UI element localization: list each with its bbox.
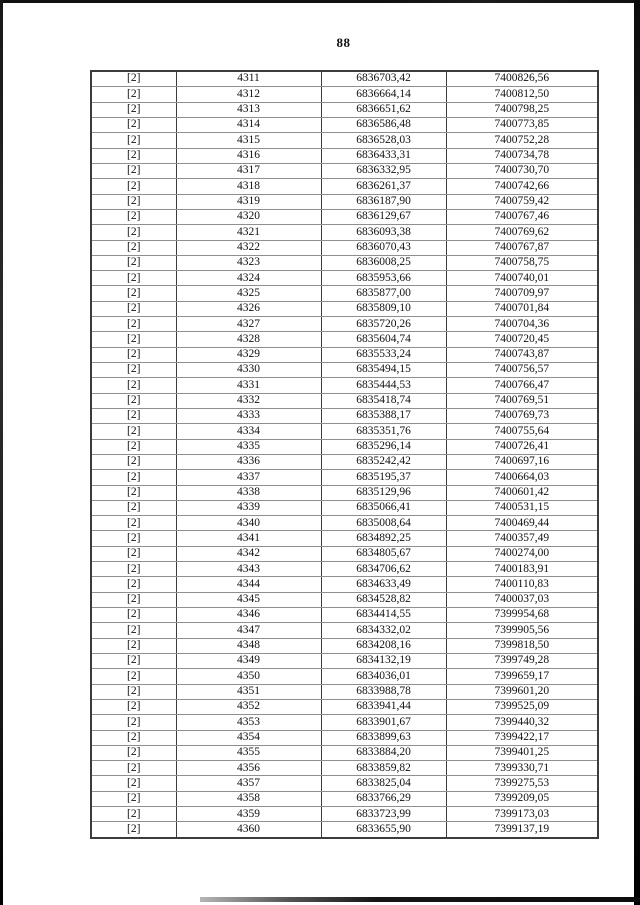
cell-point-id: 4312 <box>176 87 321 102</box>
cell-x-coordinate: 6836070,43 <box>321 240 446 255</box>
table-row <box>91 470 598 485</box>
cell-point-id: 4334 <box>176 424 321 439</box>
cell-marker: [2] <box>91 516 176 531</box>
cell-y-coordinate: 7400769,73 <box>446 408 598 423</box>
cell-x-coordinate: 6835877,00 <box>321 286 446 301</box>
cell-y-coordinate: 7400826,56 <box>446 71 598 87</box>
cell-point-id: 4335 <box>176 439 321 454</box>
cell-x-coordinate: 6834132,19 <box>321 653 446 668</box>
cell-y-coordinate: 7399137,19 <box>446 822 598 838</box>
table-row <box>91 546 598 561</box>
table-row <box>91 699 598 714</box>
cell-x-coordinate: 6833766,29 <box>321 791 446 806</box>
cell-marker: [2] <box>91 684 176 699</box>
cell-x-coordinate: 6835809,10 <box>321 301 446 316</box>
table-row <box>91 822 598 838</box>
table-row <box>91 454 598 469</box>
cell-y-coordinate: 7400798,25 <box>446 102 598 117</box>
cell-y-coordinate: 7400769,62 <box>446 225 598 240</box>
table-row <box>91 71 598 87</box>
cell-y-coordinate: 7400469,44 <box>446 516 598 531</box>
cell-y-coordinate: 7399173,03 <box>446 807 598 822</box>
cell-marker: [2] <box>91 822 176 838</box>
cell-marker: [2] <box>91 638 176 653</box>
cell-y-coordinate: 7400531,15 <box>446 500 598 515</box>
cell-x-coordinate: 6834208,16 <box>321 638 446 653</box>
cell-y-coordinate: 7400601,42 <box>446 485 598 500</box>
cell-y-coordinate: 7400752,28 <box>446 133 598 148</box>
cell-point-id: 4330 <box>176 363 321 378</box>
cell-marker: [2] <box>91 546 176 561</box>
cell-y-coordinate: 7400773,85 <box>446 118 598 133</box>
table-row <box>91 531 598 546</box>
cell-point-id: 4324 <box>176 271 321 286</box>
cell-x-coordinate: 6835533,24 <box>321 347 446 362</box>
table-row <box>91 623 598 638</box>
cell-y-coordinate: 7400697,16 <box>446 454 598 469</box>
cell-marker: [2] <box>91 791 176 806</box>
cell-x-coordinate: 6836664,14 <box>321 87 446 102</box>
cell-y-coordinate: 7400357,49 <box>446 531 598 546</box>
table-row <box>91 133 598 148</box>
cell-x-coordinate: 6835129,96 <box>321 485 446 500</box>
cell-marker: [2] <box>91 699 176 714</box>
table-row <box>91 669 598 684</box>
cell-y-coordinate: 7399330,71 <box>446 761 598 776</box>
cell-marker: [2] <box>91 118 176 133</box>
table-row <box>91 592 598 607</box>
cell-marker: [2] <box>91 240 176 255</box>
table-row <box>91 393 598 408</box>
cell-marker: [2] <box>91 653 176 668</box>
cell-x-coordinate: 6834414,55 <box>321 608 446 623</box>
cell-y-coordinate: 7400769,51 <box>446 393 598 408</box>
cell-point-id: 4322 <box>176 240 321 255</box>
scan-edge-top <box>0 0 640 3</box>
table-row <box>91 408 598 423</box>
cell-marker: [2] <box>91 209 176 224</box>
cell-x-coordinate: 6835604,74 <box>321 332 446 347</box>
cell-point-id: 4357 <box>176 776 321 791</box>
cell-marker: [2] <box>91 133 176 148</box>
cell-marker: [2] <box>91 470 176 485</box>
cell-marker: [2] <box>91 179 176 194</box>
coordinates-table <box>90 70 599 839</box>
table-row <box>91 271 598 286</box>
cell-point-id: 4313 <box>176 102 321 117</box>
table-row <box>91 562 598 577</box>
table-row <box>91 761 598 776</box>
cell-x-coordinate: 6833723,99 <box>321 807 446 822</box>
cell-marker: [2] <box>91 592 176 607</box>
cell-y-coordinate: 7400812,50 <box>446 87 598 102</box>
cell-marker: [2] <box>91 255 176 270</box>
cell-point-id: 4338 <box>176 485 321 500</box>
table-row <box>91 286 598 301</box>
cell-x-coordinate: 6835296,14 <box>321 439 446 454</box>
cell-y-coordinate: 7400734,78 <box>446 148 598 163</box>
table-row <box>91 378 598 393</box>
cell-y-coordinate: 7399749,28 <box>446 653 598 668</box>
cell-point-id: 4356 <box>176 761 321 776</box>
table-row <box>91 684 598 699</box>
cell-marker: [2] <box>91 776 176 791</box>
table-row <box>91 347 598 362</box>
cell-marker: [2] <box>91 194 176 209</box>
cell-y-coordinate: 7400110,83 <box>446 577 598 592</box>
cell-point-id: 4325 <box>176 286 321 301</box>
table-row <box>91 638 598 653</box>
cell-marker: [2] <box>91 745 176 760</box>
cell-marker: [2] <box>91 163 176 178</box>
cell-marker: [2] <box>91 301 176 316</box>
table-row <box>91 163 598 178</box>
table-row <box>91 148 598 163</box>
cell-point-id: 4343 <box>176 562 321 577</box>
cell-point-id: 4328 <box>176 332 321 347</box>
table-row <box>91 577 598 592</box>
cell-point-id: 4352 <box>176 699 321 714</box>
cell-point-id: 4315 <box>176 133 321 148</box>
cell-point-id: 4346 <box>176 608 321 623</box>
cell-y-coordinate: 7399659,17 <box>446 669 598 684</box>
table-row <box>91 179 598 194</box>
cell-point-id: 4345 <box>176 592 321 607</box>
table-row <box>91 516 598 531</box>
cell-x-coordinate: 6835195,37 <box>321 470 446 485</box>
cell-y-coordinate: 7399440,32 <box>446 715 598 730</box>
cell-marker: [2] <box>91 715 176 730</box>
cell-marker: [2] <box>91 393 176 408</box>
cell-y-coordinate: 7399601,20 <box>446 684 598 699</box>
cell-point-id: 4349 <box>176 653 321 668</box>
cell-y-coordinate: 7400756,57 <box>446 363 598 378</box>
cell-x-coordinate: 6833988,78 <box>321 684 446 699</box>
cell-marker: [2] <box>91 148 176 163</box>
cell-marker: [2] <box>91 577 176 592</box>
cell-point-id: 4318 <box>176 179 321 194</box>
cell-point-id: 4342 <box>176 546 321 561</box>
table-row <box>91 209 598 224</box>
cell-y-coordinate: 7400720,45 <box>446 332 598 347</box>
cell-marker: [2] <box>91 608 176 623</box>
cell-point-id: 4340 <box>176 516 321 531</box>
cell-point-id: 4355 <box>176 745 321 760</box>
cell-point-id: 4331 <box>176 378 321 393</box>
cell-y-coordinate: 7400730,70 <box>446 163 598 178</box>
cell-point-id: 4333 <box>176 408 321 423</box>
cell-x-coordinate: 6835351,76 <box>321 424 446 439</box>
cell-marker: [2] <box>91 363 176 378</box>
cell-x-coordinate: 6834805,67 <box>321 546 446 561</box>
table-row <box>91 485 598 500</box>
cell-y-coordinate: 7400767,46 <box>446 209 598 224</box>
table-row <box>91 653 598 668</box>
cell-x-coordinate: 6836332,95 <box>321 163 446 178</box>
cell-point-id: 4348 <box>176 638 321 653</box>
cell-point-id: 4347 <box>176 623 321 638</box>
cell-marker: [2] <box>91 424 176 439</box>
cell-x-coordinate: 6836129,67 <box>321 209 446 224</box>
cell-x-coordinate: 6836187,90 <box>321 194 446 209</box>
cell-x-coordinate: 6834892,25 <box>321 531 446 546</box>
cell-marker: [2] <box>91 408 176 423</box>
cell-point-id: 4321 <box>176 225 321 240</box>
scan-edge-left <box>0 0 3 905</box>
table-row <box>91 500 598 515</box>
cell-x-coordinate: 6835494,15 <box>321 363 446 378</box>
cell-y-coordinate: 7400037,03 <box>446 592 598 607</box>
cell-x-coordinate: 6835444,53 <box>321 378 446 393</box>
cell-x-coordinate: 6834633,49 <box>321 577 446 592</box>
cell-point-id: 4351 <box>176 684 321 699</box>
coordinates-table-body <box>91 71 598 838</box>
page-number: 88 <box>336 35 351 50</box>
cell-x-coordinate: 6835418,74 <box>321 393 446 408</box>
cell-point-id: 4326 <box>176 301 321 316</box>
cell-point-id: 4319 <box>176 194 321 209</box>
cell-y-coordinate: 7400274,00 <box>446 546 598 561</box>
cell-y-coordinate: 7400758,75 <box>446 255 598 270</box>
cell-y-coordinate: 7399401,25 <box>446 745 598 760</box>
cell-marker: [2] <box>91 623 176 638</box>
cell-y-coordinate: 7399954,68 <box>446 608 598 623</box>
cell-y-coordinate: 7400759,42 <box>446 194 598 209</box>
cell-marker: [2] <box>91 87 176 102</box>
cell-x-coordinate: 6836261,37 <box>321 179 446 194</box>
cell-y-coordinate: 7400664,03 <box>446 470 598 485</box>
cell-point-id: 4353 <box>176 715 321 730</box>
cell-x-coordinate: 6833941,44 <box>321 699 446 714</box>
table-row <box>91 424 598 439</box>
cell-point-id: 4323 <box>176 255 321 270</box>
table-row <box>91 332 598 347</box>
cell-marker: [2] <box>91 102 176 117</box>
cell-marker: [2] <box>91 225 176 240</box>
cell-x-coordinate: 6834332,02 <box>321 623 446 638</box>
cell-x-coordinate: 6836703,42 <box>321 71 446 87</box>
table-row <box>91 301 598 316</box>
cell-point-id: 4358 <box>176 791 321 806</box>
cell-marker: [2] <box>91 332 176 347</box>
cell-marker: [2] <box>91 271 176 286</box>
cell-x-coordinate: 6833901,67 <box>321 715 446 730</box>
cell-marker: [2] <box>91 761 176 776</box>
cell-point-id: 4311 <box>176 71 321 87</box>
cell-marker: [2] <box>91 286 176 301</box>
cell-marker: [2] <box>91 317 176 332</box>
cell-point-id: 4327 <box>176 317 321 332</box>
cell-marker: [2] <box>91 531 176 546</box>
table-row <box>91 87 598 102</box>
cell-x-coordinate: 6835242,42 <box>321 454 446 469</box>
cell-x-coordinate: 6833825,04 <box>321 776 446 791</box>
cell-point-id: 4359 <box>176 807 321 822</box>
scan-edge-bottom <box>200 897 640 902</box>
cell-point-id: 4350 <box>176 669 321 684</box>
cell-x-coordinate: 6835388,17 <box>321 408 446 423</box>
table-row <box>91 317 598 332</box>
cell-y-coordinate: 7399275,53 <box>446 776 598 791</box>
table-row <box>91 194 598 209</box>
table-row <box>91 102 598 117</box>
table-row <box>91 118 598 133</box>
cell-marker: [2] <box>91 730 176 745</box>
cell-x-coordinate: 6836586,48 <box>321 118 446 133</box>
cell-point-id: 4354 <box>176 730 321 745</box>
cell-y-coordinate: 7399818,50 <box>446 638 598 653</box>
cell-point-id: 4337 <box>176 470 321 485</box>
cell-marker: [2] <box>91 454 176 469</box>
cell-point-id: 4339 <box>176 500 321 515</box>
cell-y-coordinate: 7399422,17 <box>446 730 598 745</box>
cell-point-id: 4329 <box>176 347 321 362</box>
table-row <box>91 776 598 791</box>
cell-x-coordinate: 6834528,82 <box>321 592 446 607</box>
cell-y-coordinate: 7400755,64 <box>446 424 598 439</box>
cell-x-coordinate: 6836433,31 <box>321 148 446 163</box>
cell-point-id: 4314 <box>176 118 321 133</box>
table-row <box>91 807 598 822</box>
cell-marker: [2] <box>91 807 176 822</box>
cell-point-id: 4341 <box>176 531 321 546</box>
cell-y-coordinate: 7400742,66 <box>446 179 598 194</box>
cell-point-id: 4360 <box>176 822 321 838</box>
cell-x-coordinate: 6833655,90 <box>321 822 446 838</box>
cell-x-coordinate: 6833859,82 <box>321 761 446 776</box>
cell-y-coordinate: 7399209,05 <box>446 791 598 806</box>
cell-y-coordinate: 7400767,87 <box>446 240 598 255</box>
cell-marker: [2] <box>91 485 176 500</box>
cell-x-coordinate: 6836528,03 <box>321 133 446 148</box>
cell-point-id: 4317 <box>176 163 321 178</box>
cell-marker: [2] <box>91 669 176 684</box>
cell-marker: [2] <box>91 439 176 454</box>
cell-marker: [2] <box>91 500 176 515</box>
cell-point-id: 4336 <box>176 454 321 469</box>
cell-point-id: 4316 <box>176 148 321 163</box>
cell-x-coordinate: 6833884,20 <box>321 745 446 760</box>
cell-x-coordinate: 6834036,01 <box>321 669 446 684</box>
cell-x-coordinate: 6834706,62 <box>321 562 446 577</box>
cell-marker: [2] <box>91 71 176 87</box>
cell-x-coordinate: 6836093,38 <box>321 225 446 240</box>
cell-marker: [2] <box>91 378 176 393</box>
table-row <box>91 363 598 378</box>
cell-point-id: 4344 <box>176 577 321 592</box>
table-row <box>91 255 598 270</box>
cell-point-id: 4332 <box>176 393 321 408</box>
scan-edge-right <box>634 0 640 905</box>
cell-x-coordinate: 6835008,64 <box>321 516 446 531</box>
cell-y-coordinate: 7400740,01 <box>446 271 598 286</box>
table-row <box>91 791 598 806</box>
table-row <box>91 730 598 745</box>
cell-y-coordinate: 7399905,56 <box>446 623 598 638</box>
table-row <box>91 715 598 730</box>
cell-x-coordinate: 6836651,62 <box>321 102 446 117</box>
cell-y-coordinate: 7400701,84 <box>446 301 598 316</box>
cell-y-coordinate: 7399525,09 <box>446 699 598 714</box>
cell-y-coordinate: 7400726,41 <box>446 439 598 454</box>
table-row <box>91 225 598 240</box>
cell-y-coordinate: 7400743,87 <box>446 347 598 362</box>
cell-x-coordinate: 6835066,41 <box>321 500 446 515</box>
table-row <box>91 240 598 255</box>
table-row <box>91 745 598 760</box>
cell-x-coordinate: 6835953,66 <box>321 271 446 286</box>
cell-marker: [2] <box>91 347 176 362</box>
cell-y-coordinate: 7400709,97 <box>446 286 598 301</box>
cell-x-coordinate: 6835720,26 <box>321 317 446 332</box>
cell-y-coordinate: 7400183,91 <box>446 562 598 577</box>
cell-x-coordinate: 6833899,63 <box>321 730 446 745</box>
cell-x-coordinate: 6836008,25 <box>321 255 446 270</box>
cell-point-id: 4320 <box>176 209 321 224</box>
cell-marker: [2] <box>91 562 176 577</box>
cell-y-coordinate: 7400766,47 <box>446 378 598 393</box>
table-row <box>91 608 598 623</box>
table-row <box>91 439 598 454</box>
cell-y-coordinate: 7400704,36 <box>446 317 598 332</box>
